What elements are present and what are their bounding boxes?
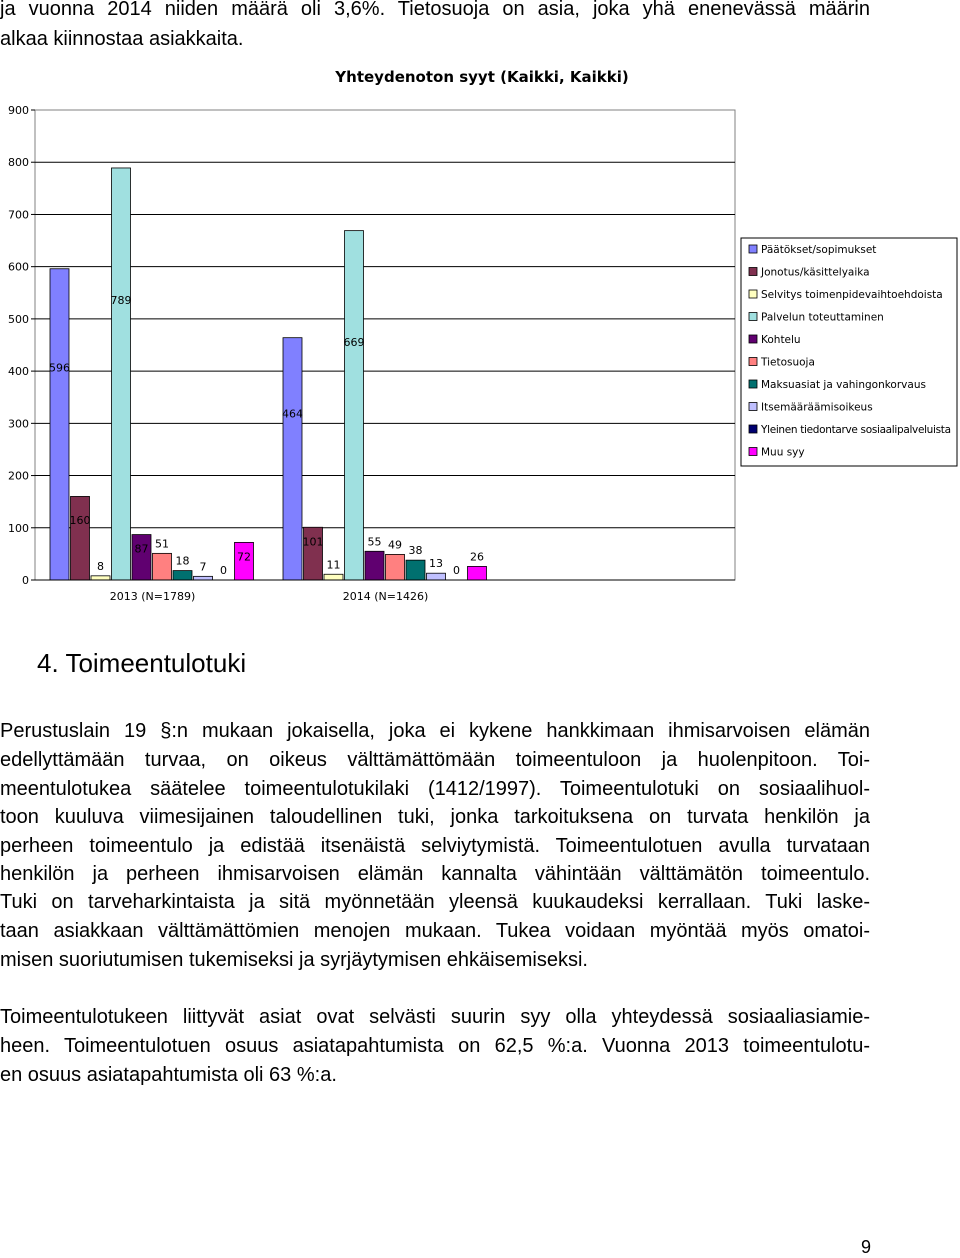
body-line: meentulotukea säätelee toimeentulotukilaki (1412/1997). Toimeentulotuki on sosiaalihuol-: [0, 778, 870, 800]
body-line: henkilön ja perheen ihmisarvoisen elämän kannalta vähintään välttämätön toimeentulo.: [0, 863, 870, 885]
data-label: 7: [199, 560, 207, 574]
chart-legend: [741, 238, 957, 466]
bar: [468, 566, 487, 580]
data-label: 11: [326, 558, 341, 572]
data-label: 0: [220, 564, 227, 577]
data-label: 0: [453, 564, 460, 577]
data-label: 160: [69, 514, 91, 528]
data-label: 101: [302, 535, 324, 549]
legend-label: Jonotus/käsittelyaika: [761, 266, 870, 279]
legend-swatch: [749, 290, 757, 298]
bar: [50, 269, 69, 580]
contact-reasons-chart: [0, 60, 960, 610]
intro-line-1: ja vuonna 2014 niiden määrä oli 3,6%. Tietosuoja on asia, joka yhä enenevässä määrin: [0, 0, 870, 20]
legend-label: Yleinen tiedontarve sosiaalipalveluista: [761, 424, 951, 436]
bar: [132, 535, 151, 580]
y-tick-label: 0: [22, 574, 29, 587]
bar: [91, 576, 110, 580]
data-label: 8: [97, 559, 104, 573]
data-label: 18: [175, 554, 190, 568]
x-axis-categories: [110, 590, 429, 603]
bar: [406, 560, 425, 580]
data-label: 13: [429, 557, 443, 571]
y-tick-label: 200: [8, 469, 29, 483]
y-tick-label: 700: [8, 208, 29, 222]
legend-label: Palvelun toteuttaminen: [761, 311, 884, 324]
y-tick-label: 400: [8, 365, 29, 379]
category-label: 2014 (N=1426): [342, 590, 429, 603]
y-tick-label: 600: [8, 260, 29, 274]
legend-swatch: [749, 380, 757, 388]
bar: [365, 551, 384, 580]
plot-area: [35, 110, 735, 580]
data-label: 38: [408, 544, 423, 558]
legend-label: Päätökset/sopimukset: [761, 244, 877, 256]
body-line: Perustuslain 19 §:n mukaan jokaisella, joka ei kykene hankkimaan ihmisarvoisen elämän: [0, 720, 870, 742]
legend-swatch: [749, 403, 757, 411]
body-line: toon kuuluva viimesijainen taloudellinen tuki, jonka tarkoituksena on turvata henkilön ja: [0, 806, 870, 828]
bar: [153, 553, 172, 580]
data-label: 789: [110, 293, 132, 307]
data-label: 87: [134, 542, 149, 556]
y-tick-label: 500: [8, 312, 29, 326]
intro-line-2: alkaa kiinnostaa asiakkaita.: [0, 28, 244, 50]
y-tick-label: 100: [8, 521, 29, 535]
body-line: edellyttämään turvaa, on oikeus välttämättömään toimeentuloon ja huolenpitoon. Toi-: [0, 749, 870, 771]
body-line: perheen toimeentulo ja edistää itsenäistä selviytymistä. Toimeentulotuen avulla turvataan: [0, 835, 870, 857]
legend-label: Maksuasiat ja vahingonkorvaus: [761, 379, 926, 391]
data-label: 49: [388, 538, 402, 552]
legend-swatch: [749, 448, 757, 456]
bar: [324, 574, 343, 580]
legend-swatch: [749, 358, 757, 366]
legend-swatch: [749, 245, 757, 253]
bar: [283, 338, 302, 580]
data-label: 596: [49, 361, 70, 375]
bar: [173, 571, 192, 580]
data-label: 51: [155, 537, 169, 551]
bar: [194, 576, 213, 580]
section-heading: 4. Toimeentulotuki: [37, 648, 247, 678]
bar: [386, 554, 405, 580]
y-tick-label: 900: [8, 104, 29, 117]
legend-swatch: [749, 268, 757, 276]
legend-label: Itsemääräämisoikeus: [761, 401, 873, 414]
body-line: heen. Toimeentulotuen osuus asiatapahtumista on 62,5 %:a. Vuonna 2013 toimeentulotu-: [0, 1035, 870, 1057]
legend-label: Muu syy: [761, 446, 805, 459]
bar: [345, 231, 364, 580]
data-label: 55: [367, 535, 382, 549]
legend-swatch: [749, 313, 757, 321]
y-axis-ticks: [8, 104, 35, 587]
body-line: misen suoriutumisen tukemiseksi ja syrjäytymisen ehkäisemiseksi.: [0, 949, 588, 971]
legend-swatch: [749, 335, 757, 343]
body-line: taan asiakkaan välttämättömien menojen mukaan. Tukea voidaan myöntää myös omatoi-: [0, 920, 870, 942]
data-label: 669: [343, 335, 365, 349]
bar: [112, 168, 131, 580]
legend-swatch: [749, 425, 757, 433]
legend-label: Selvitys toimenpidevaihtoehdoista: [761, 289, 943, 301]
body-line: Toimeentulotukeen liittyvät asiat ovat selvästi suurin syy olla yhteydessä sosiaaliasiamie-: [0, 1006, 870, 1028]
bar: [71, 496, 90, 580]
chart-title: Yhteydenoton syyt (Kaikki, Kaikki): [335, 68, 629, 86]
y-tick-label: 800: [8, 156, 29, 170]
data-label: 72: [237, 550, 251, 564]
data-label: 464: [282, 407, 303, 421]
body-line: en osuus asiatapahtumista oli 63 %:a.: [0, 1064, 337, 1086]
body-line: Tuki on tarveharkintaista ja sitä myönnetään yleensä kuukaudeksi kerrallaan. Tuki laske-: [0, 891, 870, 913]
data-label: 26: [470, 550, 484, 564]
y-tick-label: 300: [8, 417, 29, 431]
bar: [427, 573, 446, 580]
page-number: 9: [861, 1237, 872, 1257]
legend-label: Tietosuoja: [761, 356, 815, 369]
legend-label: Kohtelu: [761, 334, 801, 346]
category-label: 2013 (N=1789): [109, 590, 196, 603]
